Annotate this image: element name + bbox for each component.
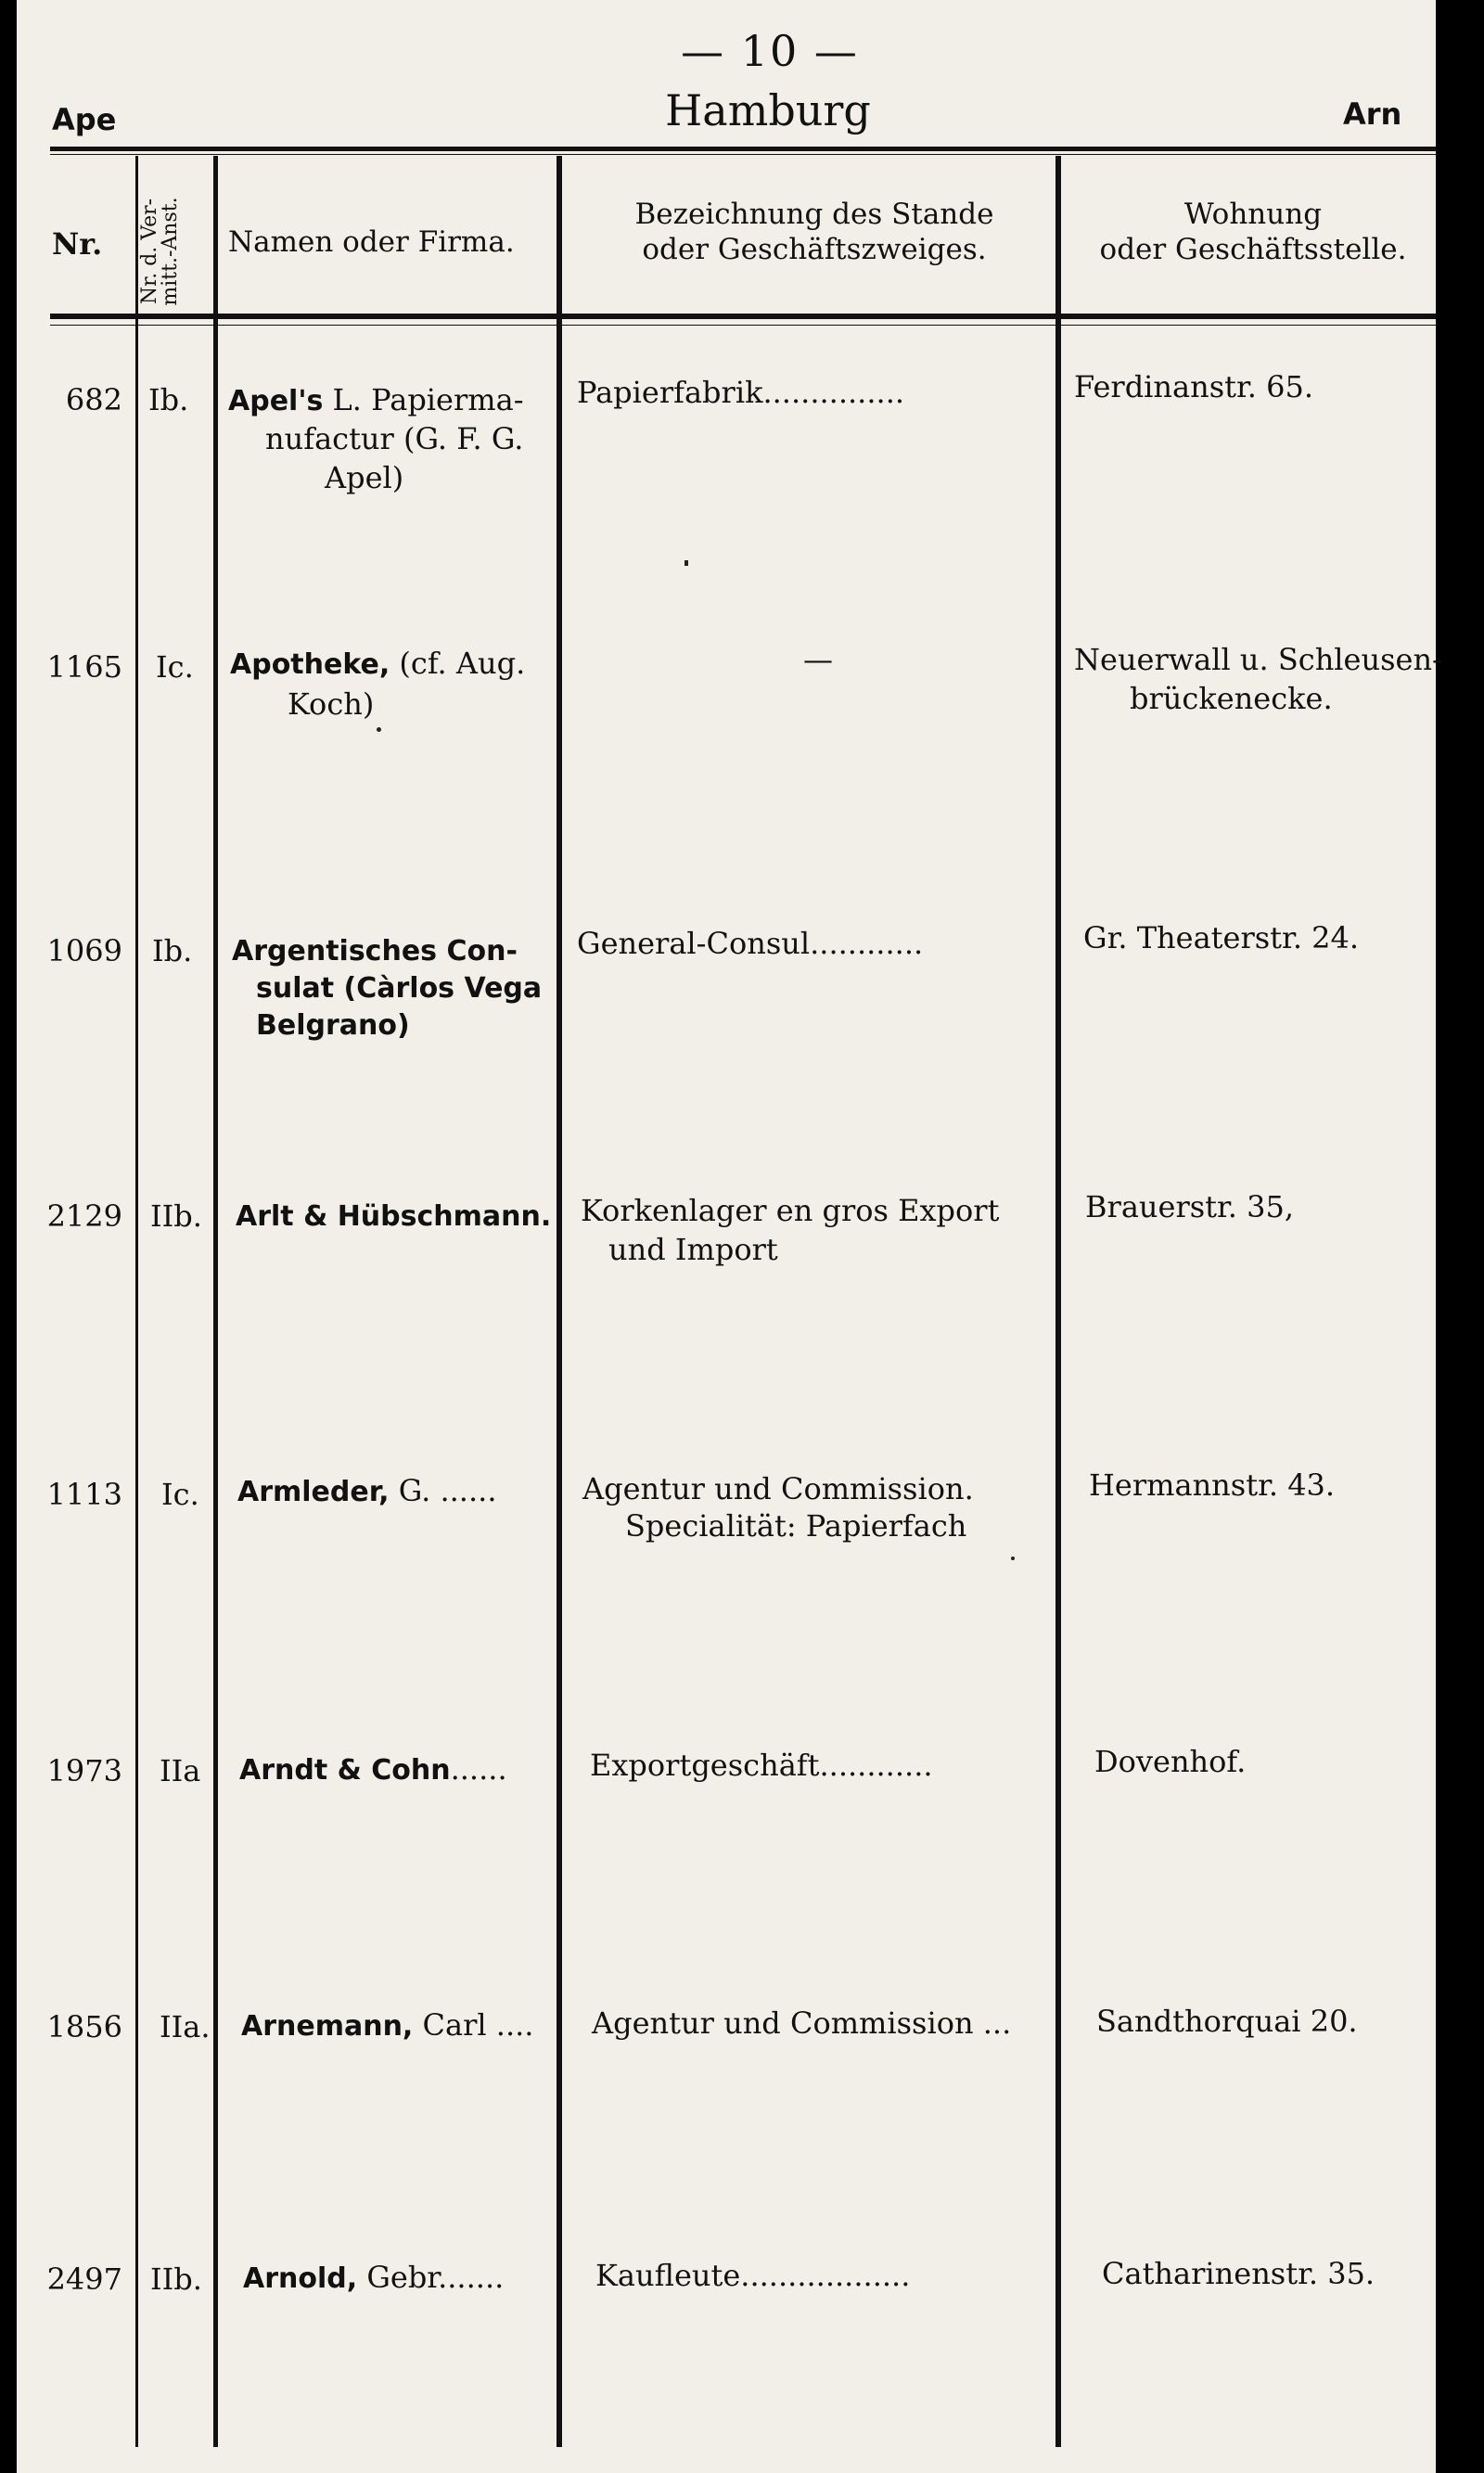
entry-class: IIb. — [150, 2262, 202, 2297]
entry-name-bold: Arndt & Cohn — [239, 1754, 451, 1787]
entry-class: Ic. — [156, 649, 194, 685]
entry-address: Brauerstr. 35, — [1085, 1189, 1295, 1224]
column-divider-3 — [556, 156, 562, 2447]
entry-address: Sandthorquai 20. — [1096, 2004, 1358, 2039]
entry-name-bold: Apel's — [228, 385, 324, 417]
column-header-nr: Nr. — [52, 226, 103, 262]
page — [17, 0, 1442, 2473]
entry-name — [239, 1749, 507, 1790]
print-speck — [377, 727, 381, 732]
city-title: Hamburg — [665, 85, 871, 135]
entry-business: Papierfabrik............... — [577, 375, 905, 410]
entry-name-rest: Gebr....... — [357, 2260, 505, 2295]
entry-class: IIa — [160, 1753, 201, 1788]
page-number: — 10 — — [681, 26, 859, 76]
entry-name-bold-line: Belgrano) — [256, 1009, 410, 1042]
column-header-business-line2: oder Geschäftszweiges. — [642, 233, 987, 266]
print-speck — [684, 560, 688, 566]
entry-nr: 1069 — [46, 933, 122, 968]
entry-nr: 1856 — [46, 2009, 122, 2044]
entry-business: Exportgeschäft............ — [590, 1748, 933, 1783]
entry-name-bold: Arnold, — [243, 2262, 358, 2295]
entry-name-bold-line: sulat (Càrlos Vega — [256, 972, 543, 1005]
column-header-address-line1: Wohnung — [1183, 198, 1323, 231]
entry-name-rest: G. ...... — [389, 1473, 497, 1508]
entry-name-line: Apel) — [325, 460, 404, 495]
column-header-register: Nr. d. Ver- mitt.-Anst. — [138, 197, 182, 306]
column-divider-2 — [213, 156, 218, 2447]
entry-address: Ferdinanstr. 65. — [1074, 369, 1313, 404]
entry-nr: 2497 — [46, 2262, 122, 2297]
entry-name — [237, 1471, 496, 1512]
entry-class: Ib. — [148, 382, 189, 417]
entry-business: Specialität: Papierfach — [625, 1508, 967, 1544]
column-divider-1 — [135, 156, 138, 2447]
entry-nr: 1113 — [46, 1477, 122, 1512]
range-start: Ape — [52, 102, 117, 137]
column-header-name: Namen oder Firma. — [228, 225, 515, 259]
entry-nr: 2129 — [46, 1198, 122, 1234]
entry-name-bold: Argentisches Con- — [232, 935, 518, 967]
entry-name-line: Koch) — [288, 686, 375, 722]
column-header-business-line1: Bezeichnung des Stande — [634, 198, 994, 231]
entry-name-rest: L. Papierma- — [323, 382, 524, 417]
entry-nr: 1973 — [46, 1753, 122, 1788]
entry-name-bold: Arlt & Hübschmann. — [236, 1200, 552, 1233]
range-end: Arn — [1343, 96, 1402, 132]
entry-name-line: nufactur (G. F. G. — [265, 421, 524, 456]
column-divider-4 — [1055, 156, 1061, 2447]
entry-nr: 682 — [65, 382, 122, 417]
entry-address: brückenecke. — [1130, 681, 1333, 716]
entry-address: Gr. Theaterstr. 24. — [1083, 920, 1360, 955]
entry-address: Dovenhof. — [1094, 1744, 1247, 1779]
entry-nr: 1165 — [46, 649, 122, 685]
column-header-rule-thin — [50, 325, 1436, 326]
entry-name-bold: Arnemann, — [241, 2010, 414, 2043]
entry-class: IIb. — [150, 1198, 202, 1234]
entry-name-rest: ...... — [450, 1751, 507, 1787]
entry-address: Neuerwall u. Schleusen- — [1074, 642, 1442, 677]
entry-address: Hermannstr. 43. — [1089, 1467, 1336, 1503]
entry-name-rest: Carl .... — [413, 2007, 534, 2043]
column-header-rule — [50, 314, 1436, 319]
entry-business: Agentur und Commission ... — [592, 2005, 1012, 2041]
entry-class: Ib. — [152, 933, 193, 968]
entry-business: General-Consul............ — [577, 926, 924, 961]
entry-business: Agentur und Commission. — [582, 1471, 974, 1506]
entry-business: Kaufleute.................. — [595, 2258, 911, 2293]
entry-business: — — [803, 642, 833, 677]
header-rule-thin — [50, 154, 1436, 155]
entry-name-bold: Apotheke, — [230, 648, 390, 681]
column-header-address-line2: oder Geschäftsstelle. — [1099, 233, 1407, 266]
entry-business: Korkenlager en gros Export — [581, 1193, 1000, 1228]
entry-name — [243, 2258, 504, 2299]
entry-name-rest: (cf. Aug. — [390, 646, 526, 681]
entry-name — [241, 2005, 533, 2046]
entry-class: Ic. — [161, 1477, 199, 1512]
entry-name — [230, 644, 525, 685]
entry-name-bold: Armleder, — [237, 1476, 390, 1508]
entry-address: Catharinenstr. 35. — [1102, 2256, 1375, 2291]
print-speck — [1011, 1557, 1015, 1560]
entry-business: und Import — [608, 1232, 778, 1267]
entry-class: IIa. — [160, 2009, 211, 2044]
entry-name — [228, 380, 524, 421]
header-rule-thick — [50, 147, 1436, 151]
